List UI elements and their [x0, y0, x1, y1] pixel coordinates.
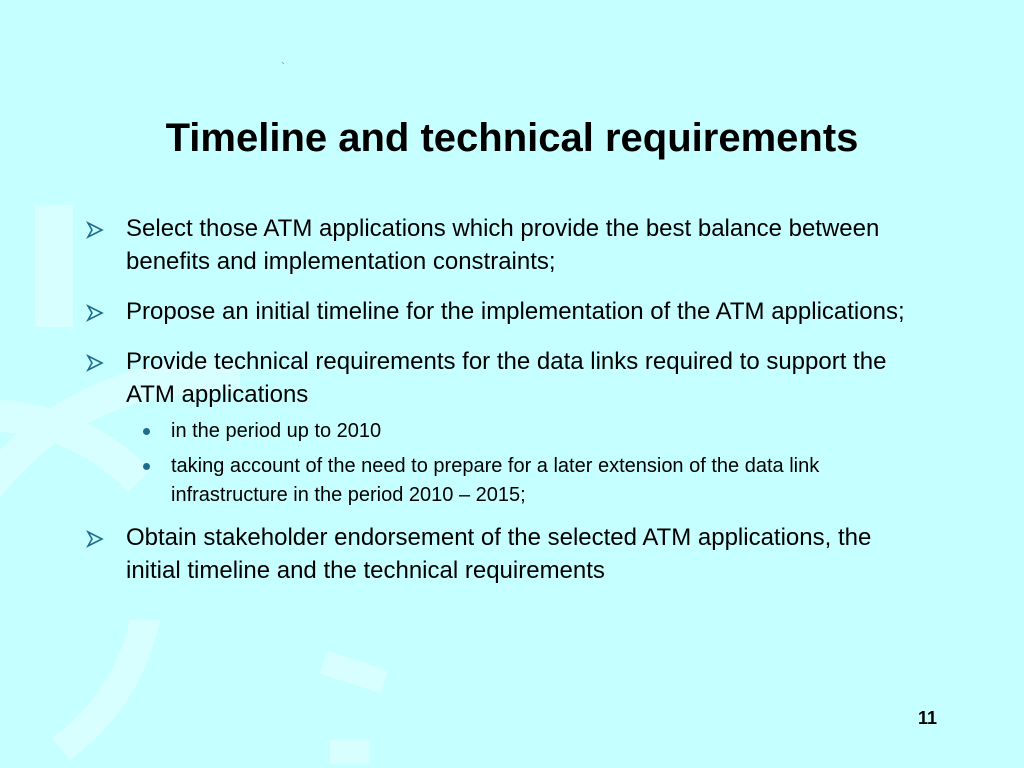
arrow-bullet-icon	[86, 221, 104, 239]
arrow-bullet-icon	[86, 530, 104, 548]
sub-bullet-item	[126, 452, 924, 510]
bullet-text: Propose an initial timeline for the implementation of the ATM applications;	[126, 298, 905, 325]
bullet-item	[84, 295, 924, 328]
bullet-text: Obtain stakeholder endorsement of the selected ATM applications, the initial timeline and the technical requirements	[126, 524, 872, 584]
slide-title: Timeline and technical requirements	[165, 116, 859, 160]
arrow-bullet-icon	[86, 304, 104, 322]
bullet-list	[84, 212, 924, 604]
sub-bullet-text: taking account of the need to prepare for a later extension of the data link infrastructure in the period 2010 – 2015;	[171, 455, 820, 506]
arrow-bullet-icon	[86, 354, 104, 372]
tick-mark: `	[281, 60, 285, 74]
bullet-item	[84, 212, 924, 278]
sub-bullet-list	[126, 417, 924, 510]
bullet-item	[84, 345, 924, 510]
dot-bullet-icon	[143, 428, 150, 435]
sub-bullet-item	[126, 417, 924, 446]
bullet-item	[84, 521, 924, 587]
bullet-text: Provide technical requirements for the data links required to support the ATM applications	[126, 348, 887, 408]
bullet-text: Select those ATM applications which provide the best balance between benefits and implementation constraints;	[126, 215, 880, 275]
page-number: 11	[918, 708, 938, 728]
sub-bullet-text: in the period up to 2010	[171, 420, 382, 442]
dot-bullet-icon	[143, 463, 150, 470]
